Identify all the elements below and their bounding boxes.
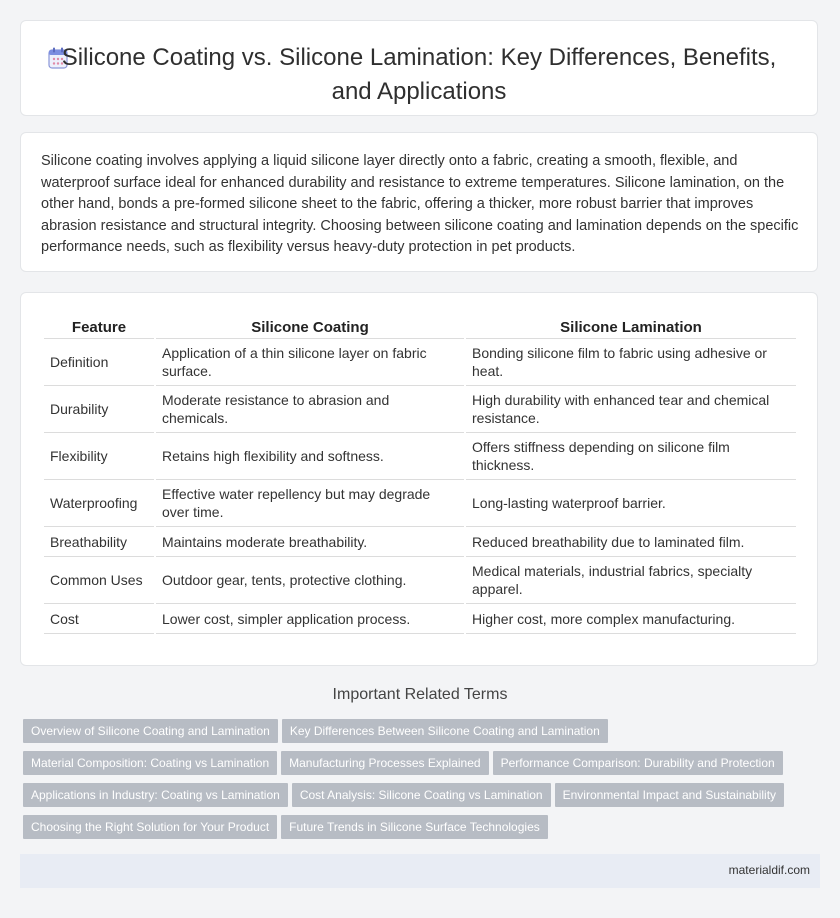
related-term-link[interactable]: Key Differences Between Silicone Coating and Lamination <box>282 719 608 743</box>
feature-cell: Breathability <box>44 527 154 557</box>
feature-cell: Flexibility <box>44 433 154 480</box>
coating-cell: Effective water repellency but may degrade over time. <box>156 480 464 527</box>
header-silicone-coating: Silicone Coating <box>156 313 464 339</box>
related-term-link[interactable]: Future Trends in Silicone Surface Technologies <box>281 815 548 839</box>
coating-cell: Maintains moderate breathability. <box>156 527 464 557</box>
lamination-cell: High durability with enhanced tear and chemical resistance. <box>466 386 796 433</box>
feature-cell: Durability <box>44 386 154 433</box>
lamination-cell: Medical materials, industrial fabrics, specialty apparel. <box>466 557 796 604</box>
intro-paragraph: Silicone coating involves applying a liquid silicone layer directly onto a fabric, creating a smooth, flexible, and waterproof surface ideal for enhanced durability and resistance to extreme temperatures. Silicone lamination, on the other hand, bonds a pre-formed silicone sheet to the fabric, offering a thicker, more robust barrier that improves abrasion resistance and structural integrity. Choosing between silicone coating and lamination depends on the specific performance needs, such as flexibility versus heavy-duty protection in pet products. <box>41 153 799 255</box>
feature-cell: Cost <box>44 604 154 634</box>
page-title: Silicone Coating vs. Silicone Lamination: Key Differences, Benefits, and Applications <box>61 44 777 105</box>
table-row <box>44 339 796 386</box>
feature-cell: Waterproofing <box>44 480 154 527</box>
coating-cell: Retains high flexibility and softness. <box>156 433 464 480</box>
header-silicone-lamination: Silicone Lamination <box>466 313 796 339</box>
comparison-card <box>20 292 818 666</box>
lamination-cell: Reduced breathability due to laminated film. <box>466 527 796 557</box>
footer <box>20 854 820 888</box>
related-term-link[interactable]: Material Composition: Coating vs Lamination <box>23 751 277 775</box>
coating-cell: Application of a thin silicone layer on fabric surface. <box>156 339 464 386</box>
lamination-cell: Long-lasting waterproof barrier. <box>466 480 796 527</box>
related-terms-heading: Important Related Terms <box>332 686 508 703</box>
footer-site-name: materialdif.com <box>728 863 810 877</box>
related-term-link[interactable]: Performance Comparison: Durability and Protection <box>493 751 783 775</box>
table-row <box>44 386 796 433</box>
table-row <box>44 480 796 527</box>
lamination-cell: Higher cost, more complex manufacturing. <box>466 604 796 634</box>
intro-card <box>20 132 818 272</box>
coating-cell: Outdoor gear, tents, protective clothing. <box>156 557 464 604</box>
related-term-link[interactable]: Manufacturing Processes Explained <box>281 751 488 775</box>
related-terms-list <box>23 719 803 847</box>
header-feature: Feature <box>44 313 154 339</box>
related-term-link[interactable]: Applications in Industry: Coating vs Lamination <box>23 783 288 807</box>
feature-cell: Common Uses <box>44 557 154 604</box>
feature-cell: Definition <box>44 339 154 386</box>
related-term-link[interactable]: Overview of Silicone Coating and Lamination <box>23 719 278 743</box>
header-card <box>20 20 818 116</box>
lamination-cell: Offers stiffness depending on silicone film thickness. <box>466 433 796 480</box>
related-term-link[interactable]: Environmental Impact and Sustainability <box>555 783 784 807</box>
table-row <box>44 557 796 604</box>
coating-cell: Moderate resistance to abrasion and chemicals. <box>156 386 464 433</box>
table-header-row <box>44 313 796 339</box>
comparison-table <box>42 313 798 634</box>
table-row <box>44 433 796 480</box>
table-row <box>44 604 796 634</box>
related-term-link[interactable]: Cost Analysis: Silicone Coating vs Lamination <box>292 783 551 807</box>
table-row <box>44 527 796 557</box>
related-term-link[interactable]: Choosing the Right Solution for Your Product <box>23 815 277 839</box>
lamination-cell: Bonding silicone film to fabric using adhesive or heat. <box>466 339 796 386</box>
coating-cell: Lower cost, simpler application process. <box>156 604 464 634</box>
